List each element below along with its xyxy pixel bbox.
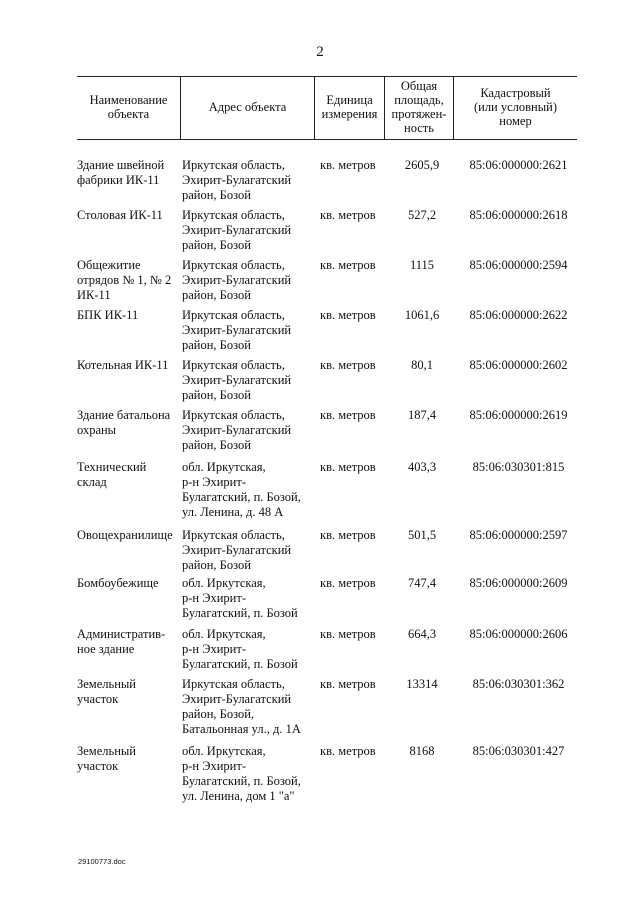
header-cadastral: Кадастровый (или условный) номер <box>473 86 558 128</box>
object-area: 187,4 <box>407 408 437 422</box>
table-row <box>0 358 640 408</box>
table-header-rule <box>77 139 577 140</box>
object-name: Общежитие отрядов № 1, № 2 ИК-11 <box>77 258 172 302</box>
table-row <box>0 158 640 208</box>
object-address: Иркутская область, Эхирит-Булагатский район, Бозой <box>182 528 292 572</box>
object-address: Иркутская область, Эхирит-Булагатский район, Бозой <box>182 258 292 302</box>
object-name: Овощехранилище <box>77 528 173 542</box>
object-area: 747,4 <box>407 576 437 590</box>
table-row <box>0 576 640 627</box>
object-area: 1061,6 <box>404 308 440 322</box>
object-cadastral: 85:06:000000:2621 <box>469 158 568 172</box>
object-name: Бомбоубежище <box>77 576 159 590</box>
object-address: обл. Иркутская, р-н Эхирит- Булагатский, п. Бозой <box>182 576 298 620</box>
document-filename: 29100773.doc <box>78 857 126 866</box>
table-row <box>0 627 640 677</box>
object-area: 403,3 <box>407 460 437 474</box>
table-row <box>0 677 640 744</box>
object-address: обл. Иркутская, р-н Эхирит- Булагатский, п. Бозой, ул. Ленина, дом 1 "а" <box>182 744 301 803</box>
object-unit: кв. метров <box>320 408 376 422</box>
object-address: Иркутская область, Эхирит-Булагатский район, Бозой <box>182 308 292 352</box>
object-area: 1115 <box>409 258 435 272</box>
object-name: Котельная ИК-11 <box>77 358 169 372</box>
object-unit: кв. метров <box>320 358 376 372</box>
object-unit: кв. метров <box>320 258 376 272</box>
object-unit: кв. метров <box>320 744 376 758</box>
object-cadastral: 85:06:030301:815 <box>472 460 565 474</box>
object-address: Иркутская область, Эхирит-Булагатский район, Бозой <box>182 158 292 202</box>
object-unit: кв. метров <box>320 576 376 590</box>
object-area: 13314 <box>406 677 438 691</box>
table-body <box>0 158 640 808</box>
table-row <box>0 208 640 258</box>
object-cadastral: 85:06:000000:2594 <box>469 258 568 272</box>
object-address: Иркутская область, Эхирит-Булагатский район, Бозой <box>182 358 292 402</box>
object-address: обл. Иркутская, р-н Эхирит- Булагатский, п. Бозой <box>182 627 298 671</box>
object-cadastral: 85:06:000000:2619 <box>469 408 568 422</box>
object-cadastral: 85:06:000000:2606 <box>469 627 568 641</box>
header-address: Адрес объекта <box>208 100 287 114</box>
object-cadastral: 85:06:000000:2622 <box>469 308 568 322</box>
object-cadastral: 85:06:030301:427 <box>472 744 565 758</box>
table-row <box>0 408 640 460</box>
page-number: 2 <box>316 44 324 60</box>
object-name: Земельный участок <box>77 677 136 706</box>
header-unit: Единица измерения <box>321 93 378 121</box>
object-name: Технический склад <box>77 460 147 489</box>
object-unit: кв. метров <box>320 677 376 691</box>
table-row <box>0 258 640 308</box>
object-name: Здание швейной фабрики ИК-11 <box>77 158 165 187</box>
table-row <box>0 460 640 528</box>
object-area: 8168 <box>409 744 435 758</box>
object-name: Столовая ИК-11 <box>77 208 163 222</box>
object-area: 664,3 <box>407 627 437 641</box>
object-area: 2605,9 <box>404 158 440 172</box>
table-header <box>77 77 577 137</box>
table-row <box>0 528 640 576</box>
header-area: Общая площадь, протяжен- ность <box>391 79 447 135</box>
object-cadastral: 85:06:000000:2618 <box>469 208 568 222</box>
object-unit: кв. метров <box>320 208 376 222</box>
object-cadastral: 85:06:000000:2597 <box>469 528 568 542</box>
table-row <box>0 308 640 358</box>
table-row <box>0 744 640 808</box>
object-unit: кв. метров <box>320 460 376 474</box>
object-name: БПК ИК-11 <box>77 308 139 322</box>
object-cadastral: 85:06:000000:2609 <box>469 576 568 590</box>
object-address: Иркутская область, Эхирит-Булагатский район, Бозой <box>182 208 292 252</box>
object-name: Здание батальона охраны <box>77 408 171 437</box>
object-address: Иркутская область, Эхирит-Булагатский район, Бозой <box>182 408 292 452</box>
object-name: Земельный участок <box>77 744 136 773</box>
object-unit: кв. метров <box>320 158 376 172</box>
object-area: 527,2 <box>407 208 437 222</box>
object-address: Иркутская область, Эхирит-Булагатский район, Бозой, Батальонная ул., д. 1А <box>182 677 301 736</box>
header-name: Наименование объекта <box>89 93 168 121</box>
object-cadastral: 85:06:030301:362 <box>472 677 565 691</box>
object-area: 80,1 <box>411 358 433 372</box>
object-unit: кв. метров <box>320 528 376 542</box>
object-unit: кв. метров <box>320 627 376 641</box>
object-address: обл. Иркутская, р-н Эхирит- Булагатский, п. Бозой, ул. Ленина, д. 48 А <box>182 460 301 519</box>
object-name: Административ- ное здание <box>77 627 166 656</box>
object-cadastral: 85:06:000000:2602 <box>469 358 568 372</box>
object-area: 501,5 <box>407 528 437 542</box>
object-unit: кв. метров <box>320 308 376 322</box>
